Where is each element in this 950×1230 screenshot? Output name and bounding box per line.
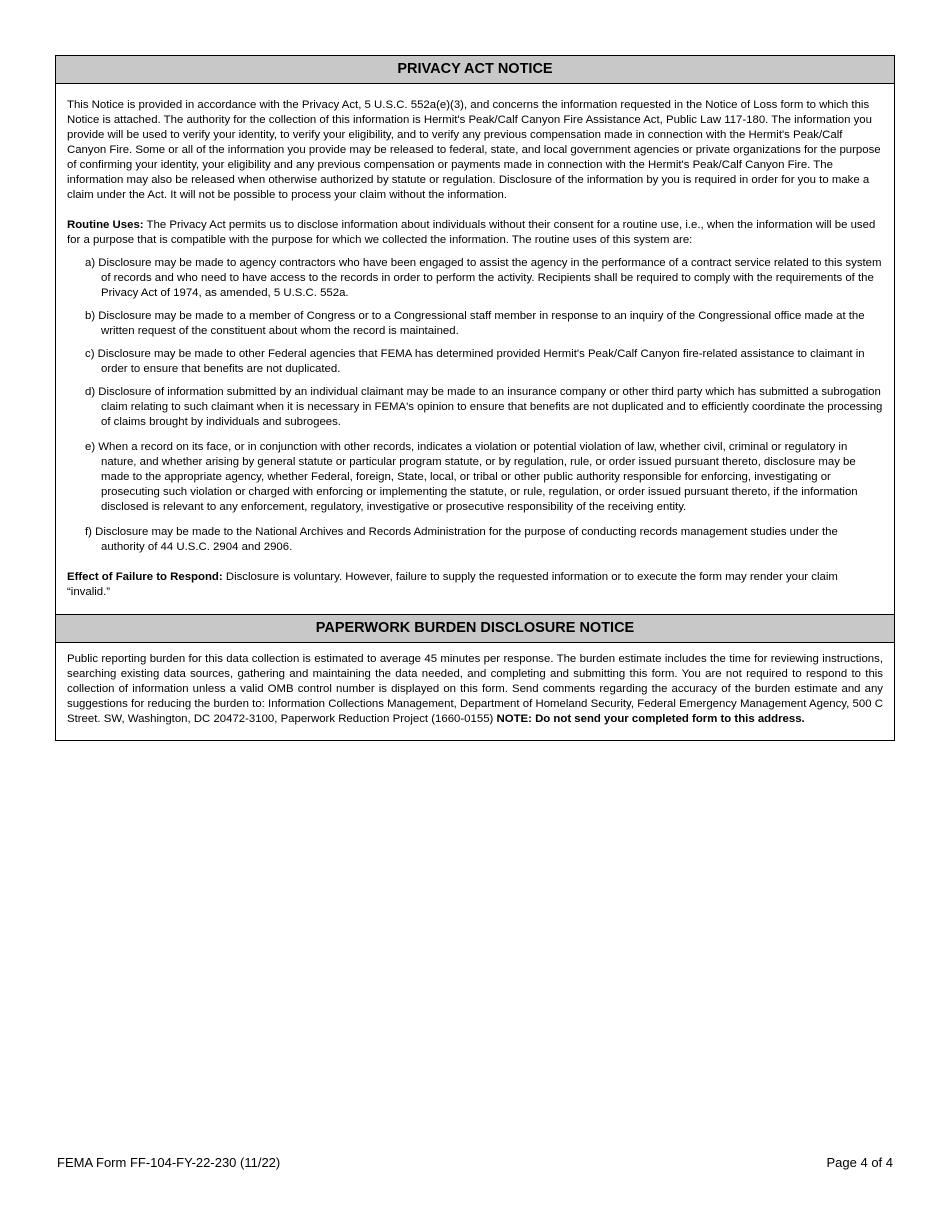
notice-box xyxy=(55,55,895,741)
routine-use-item-a: a) Disclosure may be made to agency contractors who have been engaged to assist the agency in the performance of a contract service related to this system of records and who need to have access to the records in order to perform the activity. Recipients shall be required to comply with the requirements of the Privacy Act of 1974, as amended, 5 U.S.C. 552a. xyxy=(85,257,882,299)
effect-of-failure-label: Effect of Failure to Respond: xyxy=(67,571,223,583)
privacy-act-heading: PRIVACY ACT NOTICE xyxy=(56,56,894,84)
form-identifier: FEMA Form FF-104-FY-22-230 (11/22) xyxy=(57,1155,281,1170)
privacy-act-section xyxy=(56,84,894,614)
routine-use-item-e: e) When a record on its face, or in conjunction with other records, indicates a violation or potential violation of law, whether civil, criminal or regulatory in nature, and whether arising by general statute or particular program statute, or by regulation, rule, or order issued pursuant thereto, disclosure may be made to the appropriate agency, whether Federal, foreign, State, local, or tribal or other public authority responsible for enforcing, investigating or prosecuting such violation or charged with enforcing or implementing the statute, or rule, regulation, or order issued pursuant thereto, if the information disclosed is relevant to any enforcement, regulatory, investigative or prosecutive responsibility of the receiving entity. xyxy=(85,441,858,513)
effect-of-failure-text: Disclosure is voluntary. However, failure to supply the requested information or to execute the form may render your claim “invalid.” xyxy=(67,571,838,598)
page-number: Page 4 of 4 xyxy=(826,1155,893,1170)
effect-of-failure-paragraph xyxy=(67,570,883,600)
privacy-intro: This Notice is provided in accordance with the Privacy Act, 5 U.S.C. 552a(e)(3), and concerns the information requested in the Notice of Loss form to which this Notice is attached. The authority for the collection of this information is Hermit's Peak/Calf Canyon Fire Assistance Act, Public Law 117-180. The information you provide will be used to verify your identity, to verify your eligibility, and to verify any previous compensation made in connection with the Hermit's Peak/Calf Canyon Fire. Some or all of the information you provide may be released to federal, state, and local government agencies or private organizations for the purpose of confirming your identity, your eligibility and any previous compensation or payments made in connection with the Hermit's Peak/Calf Canyon Fire. The information may also be released when otherwise authorized by statute or regulation. Disclosure of the information by you is required in order for you to make a claim under the Act. It will not be possible to process your claim without the information. xyxy=(67,99,881,201)
paperwork-note: NOTE: Do not send your completed form to this address. xyxy=(496,713,805,725)
paperwork-burden-heading: PAPERWORK BURDEN DISCLOSURE NOTICE xyxy=(56,614,894,643)
routine-uses-label: Routine Uses: xyxy=(67,219,144,231)
routine-uses-text: The Privacy Act permits us to disclose information about individuals without their consent for a routine use, i.e., when the information will be used for a purpose that is compatible with the purpose for which we collected the information. The routine uses of this system are: xyxy=(67,219,876,246)
routine-use-item-b: b) Disclosure may be made to a member of Congress or to a Congressional staff member in response to an inquiry of the Congressional office made at the written request of the constituent about whom the record is maintained. xyxy=(85,310,865,337)
routine-uses-paragraph xyxy=(67,218,883,248)
paperwork-burden-text: Public reporting burden for this data collection is estimated to average 45 minutes per response. The burden estimate includes the time for reviewing instructions, searching existing data sources, gathering and maintaining the data needed, and completing and submitting this form. You are not required to respond to this collection of information unless a valid OMB control number is displayed on this form. Send comments regarding the accuracy of the burden estimate and any suggestions for reducing the burden to: Information Collections Management, Department of Homeland Security, Federal Emergency Management Agency, 500 C Street. SW, Washington, DC 20472-3100, Paperwork Reduction Project (1660-0155) xyxy=(67,653,883,725)
routine-use-item-d: d) Disclosure of information submitted by an individual claimant may be made to an insurance company or other third party which has submitted a subrogation claim relating to such claimant when it is necessary in FEMA's opinion to ensure that benefits are not duplicated and to efficiently coordinate the processing of claims brought by individuals and subrogees. xyxy=(85,386,883,428)
paperwork-burden-section xyxy=(56,643,894,740)
routine-use-item-f: f) Disclosure may be made to the National Archives and Records Administration for the purpose of conducting records management studies under the authority of 44 U.S.C. 2904 and 2906. xyxy=(85,526,838,553)
routine-uses-list xyxy=(85,256,883,555)
routine-use-item-c: c) Disclosure may be made to other Federal agencies that FEMA has determined provided Hermit's Peak/Calf Canyon fire-related assistance to claimant in order to ensure that benefits are not duplicated. xyxy=(85,348,865,375)
